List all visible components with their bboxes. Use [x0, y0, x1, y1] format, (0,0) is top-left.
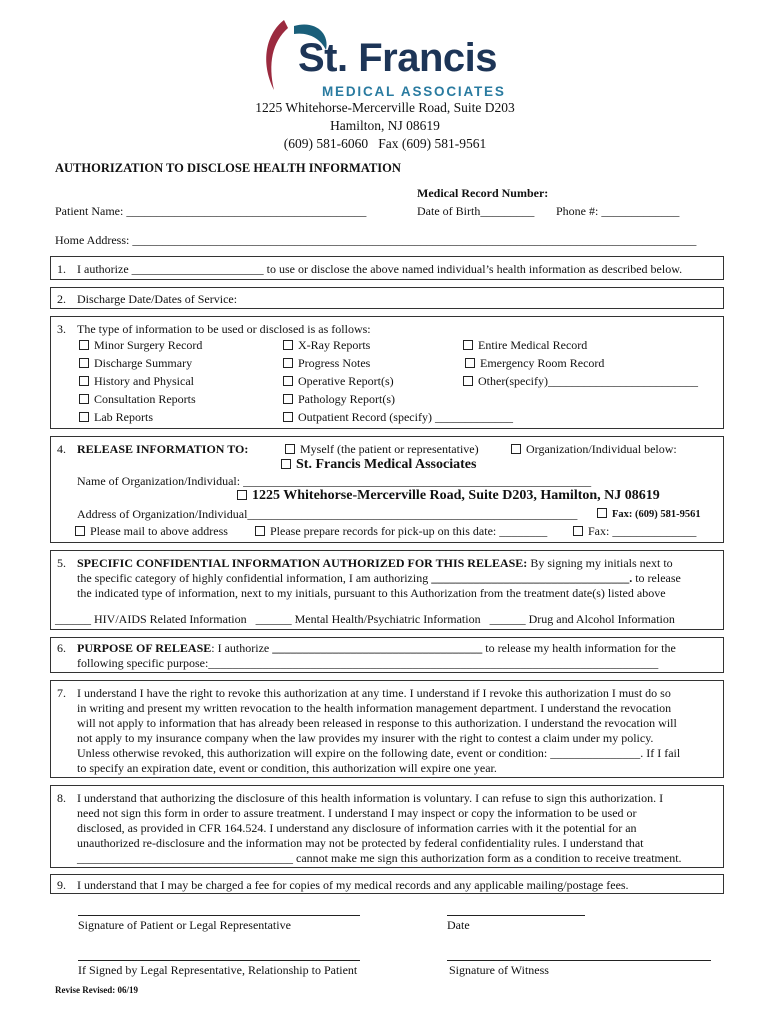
- checkbox-xray[interactable]: X-Ray Reports: [283, 338, 370, 353]
- checkbox-history-physical[interactable]: History and Physical: [79, 374, 194, 389]
- practice-address-line2: Hamilton, NJ 08619: [330, 118, 440, 133]
- checkbox-icon[interactable]: [573, 526, 583, 536]
- section-number: 5.: [57, 556, 66, 570]
- section-2: [50, 287, 724, 309]
- info-types-intro: The type of information to be used or disclosed is as follows:: [77, 322, 371, 336]
- section-5-text: to release: [632, 571, 681, 585]
- logo-name: St. Francis: [298, 36, 498, 80]
- checkbox-icon[interactable]: [285, 444, 295, 454]
- section-number: 9.: [57, 878, 66, 892]
- checkbox-fax[interactable]: Fax: ______________: [573, 524, 696, 539]
- section-8: [50, 785, 724, 868]
- voluntary-text-line: disclosed, as provided in CFR 164.524. I understand any disclosure of information carries with it the potential for an: [77, 821, 637, 835]
- logo-tagline: MEDICAL ASSOCIATES: [322, 84, 506, 99]
- section-6-text: to release my health information for the: [482, 641, 676, 655]
- checkbox-pickup[interactable]: Please prepare records for pick-up on this date: ________: [255, 524, 547, 539]
- checkbox-icon[interactable]: [283, 358, 293, 368]
- section-6-line-1: [77, 641, 676, 656]
- org-address-field[interactable]: Address of Organization/Individual_______________________________________________________: [77, 507, 578, 521]
- fee-statement: I understand that I may be charged a fee for copies of my medical records and any applicable mailing/postage fees.: [77, 878, 629, 892]
- checkbox-icon[interactable]: [463, 340, 473, 350]
- phone-field[interactable]: Phone #: _____________: [556, 204, 680, 218]
- section-9: [50, 874, 724, 894]
- purpose-field[interactable]: following specific purpose:___________________________________________________________________________: [77, 656, 659, 670]
- revision-note: Revise Revised: 06/19: [55, 985, 138, 995]
- voluntary-text-line: I understand that authorizing the disclosure of this health information is voluntary. I can refuse to sign this authorization. I: [77, 791, 664, 805]
- practice-address-line1: 1225 Whitehorse-Mercerville Road, Suite D203: [255, 100, 515, 115]
- relationship-label: If Signed by Legal Representative, Relationship to Patient: [78, 963, 358, 977]
- checkbox-organization[interactable]: Organization/Individual below:: [511, 442, 677, 457]
- checkbox-lab-reports[interactable]: Lab Reports: [79, 410, 153, 425]
- checkbox-icon[interactable]: [79, 376, 89, 386]
- section-number: 7.: [57, 686, 66, 700]
- voluntary-text-line: unauthorized re-disclosure and the information may not be protected by federal confidentiality rules. I understand that: [77, 836, 644, 850]
- practice-phone: (609) 581-6060 Fax (609) 581-9561: [283, 136, 487, 151]
- section-5: [50, 550, 724, 630]
- checkbox-icon[interactable]: [281, 459, 291, 469]
- section-3: [50, 316, 724, 429]
- checkbox-outpatient-record[interactable]: Outpatient Record (specify) _____________: [283, 410, 513, 425]
- section-number: 1.: [57, 262, 66, 276]
- medical-record-number-label: Medical Record Number:: [417, 186, 549, 200]
- witness-signature-line[interactable]: [447, 960, 711, 961]
- section-number: 6.: [57, 641, 66, 655]
- patient-signature-line[interactable]: [78, 915, 360, 916]
- date-of-birth-field[interactable]: Date of Birth_________: [417, 204, 535, 218]
- revocation-text-line: to specify an expiration date, event or condition, this authorization will expire one year.: [77, 761, 497, 775]
- section-number: 2.: [57, 292, 66, 306]
- section-6: [50, 637, 724, 673]
- checkbox-st-francis[interactable]: St. Francis Medical Associates: [281, 457, 476, 473]
- section-7: [50, 680, 724, 778]
- witness-signature-label: Signature of Witness: [449, 963, 549, 977]
- date-label: Date: [447, 918, 470, 932]
- expiration-field[interactable]: Unless otherwise revoked, this authorization will expire on the following date, event or condition: _______________. If I fail: [77, 746, 681, 760]
- revocation-text-line: I understand I have the right to revoke this authorization at any time. I understand if I revoke this authorization I must do so: [77, 686, 671, 700]
- authorize-field[interactable]: I authorize ______________________ to use or disclose the above named individual’s health information as described below.: [77, 262, 683, 276]
- checkbox-stf-address[interactable]: 1225 Whitehorse-Mercerville Road, Suite D203, Hamilton, NJ 08619: [237, 488, 660, 504]
- section-4: [50, 436, 724, 543]
- checkbox-progress-notes[interactable]: Progress Notes: [283, 356, 370, 371]
- checkbox-icon[interactable]: [79, 394, 89, 404]
- patient-signature-label: Signature of Patient or Legal Representative: [78, 918, 291, 932]
- checkbox-icon[interactable]: [79, 358, 89, 368]
- checkbox-emergency-room[interactable]: Emergency Room Record: [465, 356, 604, 371]
- section-5-text: the specific category of highly confidential information, I am authorizing: [77, 571, 432, 585]
- checkbox-mail[interactable]: Please mail to above address: [75, 524, 228, 539]
- section-number: 8.: [57, 791, 66, 805]
- checkbox-minor-surgery[interactable]: Minor Surgery Record: [79, 338, 202, 353]
- revocation-text-line: will not apply to information that has already been released in response to this authorization. I understand the revocation will: [77, 716, 677, 730]
- logo: [254, 14, 519, 104]
- date-line[interactable]: [447, 915, 585, 916]
- revocation-text-line: not apply to my insurance company when the law provides my insurer with the right to contest a claim under my policy.: [77, 731, 654, 745]
- checkbox-icon[interactable]: [597, 508, 607, 518]
- checkbox-icon[interactable]: [79, 412, 89, 422]
- section-5-line-2: [77, 571, 681, 586]
- section-number: 3.: [57, 322, 66, 336]
- purpose-party-field[interactable]: ___________________________________: [272, 641, 483, 655]
- checkbox-icon[interactable]: [75, 526, 85, 536]
- section-5-line-3: the indicated type of information, next to my initials, pursuant to this Authorization from the treatment date(s) listed above: [77, 586, 666, 600]
- purpose-heading: PURPOSE OF RELEASE: [77, 641, 212, 655]
- checkbox-icon[interactable]: [463, 376, 473, 386]
- checkbox-myself[interactable]: Myself (the patient or representative): [285, 442, 479, 457]
- form-title: AUTHORIZATION TO DISCLOSE HEALTH INFORMATION: [55, 161, 401, 175]
- section-number: 4.: [57, 442, 66, 456]
- specific-info-heading: SPECIFIC CONFIDENTIAL INFORMATION AUTHORIZED FOR THIS RELEASE:: [77, 556, 528, 570]
- relationship-line[interactable]: [78, 960, 360, 961]
- treatment-party-field[interactable]: ____________________________________ cannot make me sign this authorization form as a condition to receive treatment.: [77, 851, 682, 865]
- checkbox-icon[interactable]: [237, 490, 247, 500]
- checkbox-icon[interactable]: [283, 394, 293, 404]
- patient-name-field[interactable]: Patient Name: ________________________________________: [55, 204, 367, 218]
- checkbox-entire-record[interactable]: Entire Medical Record: [463, 338, 587, 353]
- checkbox-other[interactable]: Other(specify)_________________________: [463, 374, 698, 389]
- checkbox-icon[interactable]: [283, 340, 293, 350]
- discharge-dates-field[interactable]: Discharge Date/Dates of Service:: [77, 292, 238, 306]
- voluntary-text-line: need not sign this form in order to assure treatment. I understand I may inspect or copy the information to be used or: [77, 806, 637, 820]
- checkbox-operative-reports[interactable]: Operative Report(s): [283, 374, 394, 389]
- home-address-field[interactable]: Home Address: ______________________________________________________________________________________________: [55, 233, 697, 247]
- checkbox-discharge-summary[interactable]: Discharge Summary: [79, 356, 192, 371]
- checkbox-pathology-reports[interactable]: Pathology Report(s): [283, 392, 395, 407]
- checkbox-icon[interactable]: [283, 412, 293, 422]
- revocation-text-line: in writing and present my written revocation to the health information management department. I understand the revocation: [77, 701, 672, 715]
- checkbox-icon[interactable]: [255, 526, 265, 536]
- checkbox-icon[interactable]: [283, 376, 293, 386]
- checkbox-consultation[interactable]: Consultation Reports: [79, 392, 196, 407]
- section-6-text: : I authorize: [211, 641, 273, 655]
- section-1: [50, 256, 724, 280]
- checkbox-icon[interactable]: [79, 340, 89, 350]
- confidential-categories[interactable]: ______ HIV/AIDS Related Information ______ Mental Health/Psychiatric Information ______ Drug and Alcohol Information: [55, 612, 675, 626]
- section-5-line-1: [77, 556, 673, 571]
- section-5-text: By signing my initials next to: [527, 556, 673, 570]
- release-to-label: RELEASE INFORMATION TO:: [77, 442, 249, 456]
- checkbox-fax-stf[interactable]: Fax: (609) 581-9561: [597, 508, 701, 520]
- checkbox-icon[interactable]: [465, 358, 475, 368]
- authorized-party-field[interactable]: _________________________________.: [431, 571, 633, 585]
- org-name-field[interactable]: Name of Organization/Individual: __________________________________________________________: [77, 474, 592, 488]
- checkbox-icon[interactable]: [511, 444, 521, 454]
